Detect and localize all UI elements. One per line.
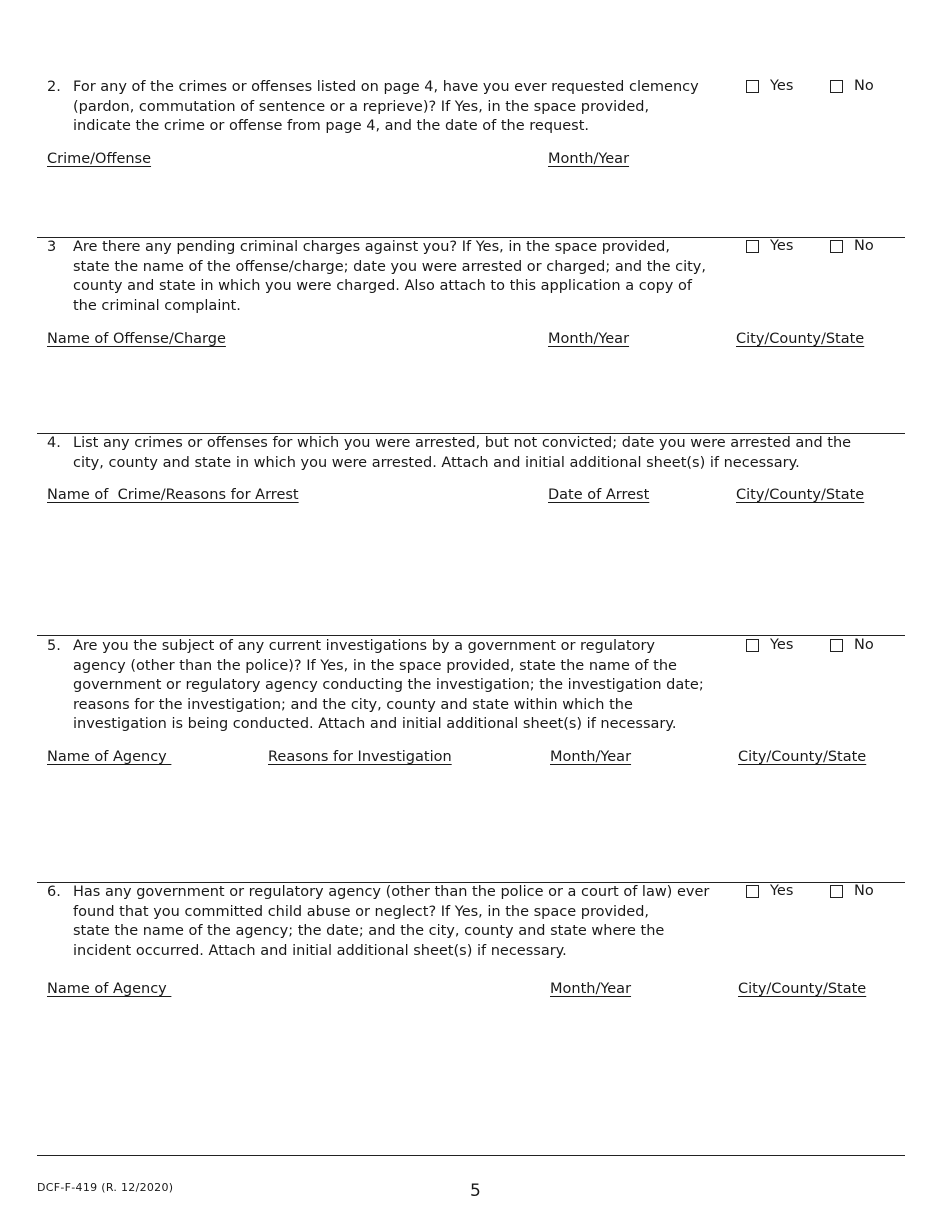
no-label: No: [854, 883, 874, 899]
question-number: 2.: [47, 79, 61, 95]
yes-checkbox[interactable]: [746, 80, 759, 93]
yes-option[interactable]: [746, 78, 793, 94]
question-text-line: incident occurred. Attach and initial additional sheet(s) if necessary.: [73, 942, 567, 959]
question-text-line: the criminal complaint.: [73, 297, 241, 314]
column-header-agency: Name of Agency: [47, 981, 172, 997]
yes-option[interactable]: [746, 238, 793, 254]
column-header-month-year: Month/Year: [550, 749, 632, 765]
form-code: DCF-F-419 (R. 12/2020): [37, 1181, 174, 1194]
question-text-line: Are you the subject of any current investigations by a government or regulatory: [73, 638, 656, 654]
yes-checkbox[interactable]: [746, 885, 759, 898]
yes-label: Yes: [770, 883, 794, 899]
column-header-crime-reasons: Name of Crime/Reasons for Arrest: [47, 487, 299, 503]
column-header-city-county-state: City/County/State: [738, 749, 867, 765]
question-text-line: For any of the crimes or offenses listed on page 4, have you ever requested clemency: [73, 79, 699, 95]
no-label: No: [854, 637, 874, 653]
question-text-line: (pardon, commutation of sentence or a reprieve)? If Yes, in the space provided,: [73, 98, 650, 115]
yes-label: Yes: [770, 78, 794, 94]
column-header-crime-offense: Crime/Offense: [47, 151, 152, 167]
column-header-city-county-state: City/County/State: [736, 487, 865, 503]
yes-label: Yes: [770, 637, 794, 653]
question-text-line: investigation is being conducted. Attach and initial additional sheet(s) if necessary.: [73, 716, 677, 733]
column-header-city-county-state: City/County/State: [736, 331, 865, 347]
no-checkbox[interactable]: [830, 80, 843, 93]
column-header-month-year: Month/Year: [548, 151, 630, 167]
no-option[interactable]: [830, 883, 874, 899]
column-header-city-county-state: City/County/State: [738, 981, 867, 997]
section-divider: [37, 635, 905, 636]
question-text-line: Are there any pending criminal charges against you? If Yes, in the space provided,: [73, 239, 670, 255]
question-text-line: List any crimes or offenses for which you were arrested, but not convicted; date you were arrested and the: [73, 435, 852, 451]
yes-checkbox[interactable]: [746, 639, 759, 652]
question-text-line: state the name of the offense/charge; date you were arrested or charged; and the city,: [73, 258, 707, 275]
question-text-line: county and state in which you were charged. Also attach to this application a copy of: [73, 278, 692, 295]
yes-option[interactable]: [746, 883, 793, 899]
no-option[interactable]: [830, 78, 874, 94]
column-header-offense-charge: Name of Offense/Charge: [47, 331, 226, 347]
yes-label: Yes: [770, 238, 794, 254]
question-text-line: agency (other than the police)? If Yes, in the space provided, state the name of the: [73, 657, 677, 674]
question-2: [47, 78, 699, 137]
column-header-month-year: Month/Year: [550, 981, 632, 997]
column-header-month-year: Month/Year: [548, 331, 630, 347]
question-text-line: indicate the crime or offense from page 4, and the date of the request.: [73, 118, 589, 135]
column-header-agency: Name of Agency: [47, 749, 172, 765]
question-number: 6.: [47, 884, 61, 900]
page-number: 5: [470, 1181, 481, 1201]
question-number: 5.: [47, 638, 61, 654]
question-4: [47, 434, 851, 473]
no-label: No: [854, 238, 874, 254]
question-text-line: reasons for the investigation; and the city, county and state within which the: [73, 696, 633, 713]
question-3: [47, 238, 706, 316]
no-checkbox[interactable]: [830, 885, 843, 898]
question-text-line: state the name of the agency; the date; and the city, county and state where the: [73, 923, 665, 940]
no-option[interactable]: [830, 637, 874, 653]
question-text-line: government or regulatory agency conducting the investigation; the investigation date;: [73, 677, 704, 694]
column-header-reasons: Reasons for Investigation: [268, 749, 452, 765]
question-text-line: found that you committed child abuse or neglect? If Yes, in the space provided,: [73, 903, 650, 920]
no-checkbox[interactable]: [830, 240, 843, 253]
question-number: 4.: [47, 435, 61, 451]
question-number: 3: [47, 239, 57, 255]
yes-checkbox[interactable]: [746, 240, 759, 253]
question-5: [47, 637, 704, 735]
no-checkbox[interactable]: [830, 639, 843, 652]
no-label: No: [854, 78, 874, 94]
question-text-line: city, county and state in which you were arrested. Attach and initial additional sheet(s) if necessary.: [73, 454, 800, 471]
yes-option[interactable]: [746, 637, 793, 653]
question-6: [47, 883, 709, 961]
column-header-date-of-arrest: Date of Arrest: [548, 487, 650, 503]
no-option[interactable]: [830, 238, 874, 254]
question-text-line: Has any government or regulatory agency (other than the police or a court of law) ever: [73, 884, 710, 900]
footer-divider: [37, 1155, 905, 1156]
